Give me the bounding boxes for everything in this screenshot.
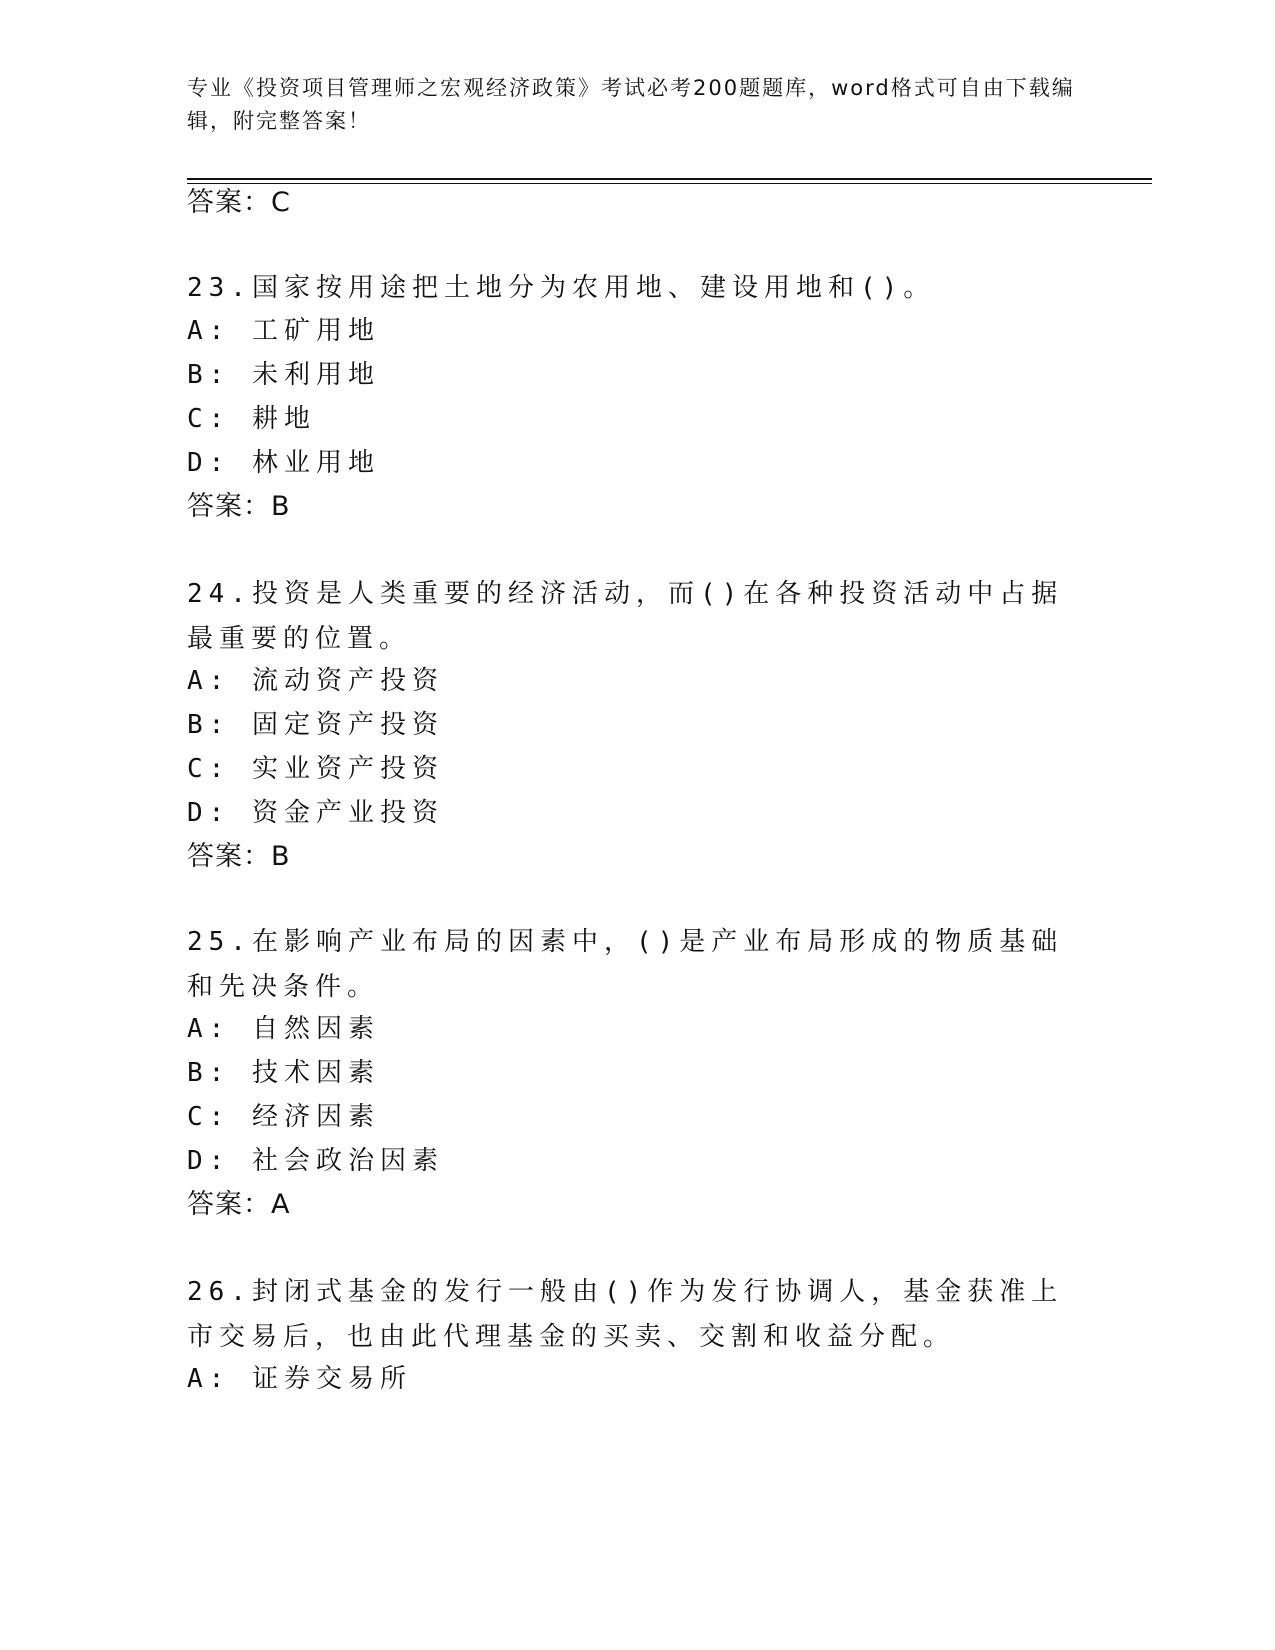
question-25-answer [187, 1188, 290, 1222]
question-24-answer [187, 840, 291, 874]
answer-value: A [271, 1189, 291, 1220]
question-23-answer [187, 490, 291, 524]
question-25-option-a: A: 自然因素 [187, 1014, 380, 1044]
question-25-stem: 25.在影响产业布局的因素中，()是产业布局形成的物质基础和先决条件。 [187, 927, 1064, 1002]
question-23-stem: 23.国家按用途把土地分为农用地、建设用地和()。 [187, 273, 936, 303]
question-25-option-d: D: 社会政治因素 [187, 1146, 444, 1176]
answer-label: 答案： [187, 491, 271, 522]
previous-answer [187, 186, 291, 220]
question-23-option-c: C: 耕地 [187, 404, 316, 434]
answer-label: 答案： [187, 841, 271, 872]
answer-value: B [271, 841, 291, 872]
answer-label: 答案： [187, 1189, 271, 1220]
question-24-stem: 24.投资是人类重要的经济活动，而()在各种投资活动中占据最重要的位置。 [187, 579, 1064, 654]
question-23-option-a: A: 工矿用地 [187, 316, 380, 346]
question-24-option-c: C: 实业资产投资 [187, 754, 444, 784]
question-26-stem: 26.封闭式基金的发行一般由()作为发行协调人，基金获准上市交易后，也由此代理基金的买卖、交割和收益分配。 [187, 1277, 1064, 1352]
question-23-option-d: D: 林业用地 [187, 448, 380, 478]
answer-value: B [271, 491, 291, 522]
question-25-option-c: C: 经济因素 [187, 1102, 380, 1132]
document-header: 专业《投资项目管理师之宏观经济政策》考试必考200题题库，word格式可自由下载编辑，附完整答案！ [187, 76, 1075, 133]
header-rule-thick [187, 178, 1152, 180]
question-26-option-a: A: 证券交易所 [187, 1364, 412, 1394]
question-24-option-a: A: 流动资产投资 [187, 666, 444, 696]
question-24-option-b: B: 固定资产投资 [187, 710, 444, 740]
answer-label: 答案： [187, 187, 271, 218]
question-24-option-d: D: 资金产业投资 [187, 798, 444, 828]
question-23-option-b: B: 未利用地 [187, 360, 380, 390]
question-25-option-b: B: 技术因素 [187, 1058, 380, 1088]
header-rule-thin [187, 183, 1152, 184]
answer-value: C [271, 187, 291, 218]
